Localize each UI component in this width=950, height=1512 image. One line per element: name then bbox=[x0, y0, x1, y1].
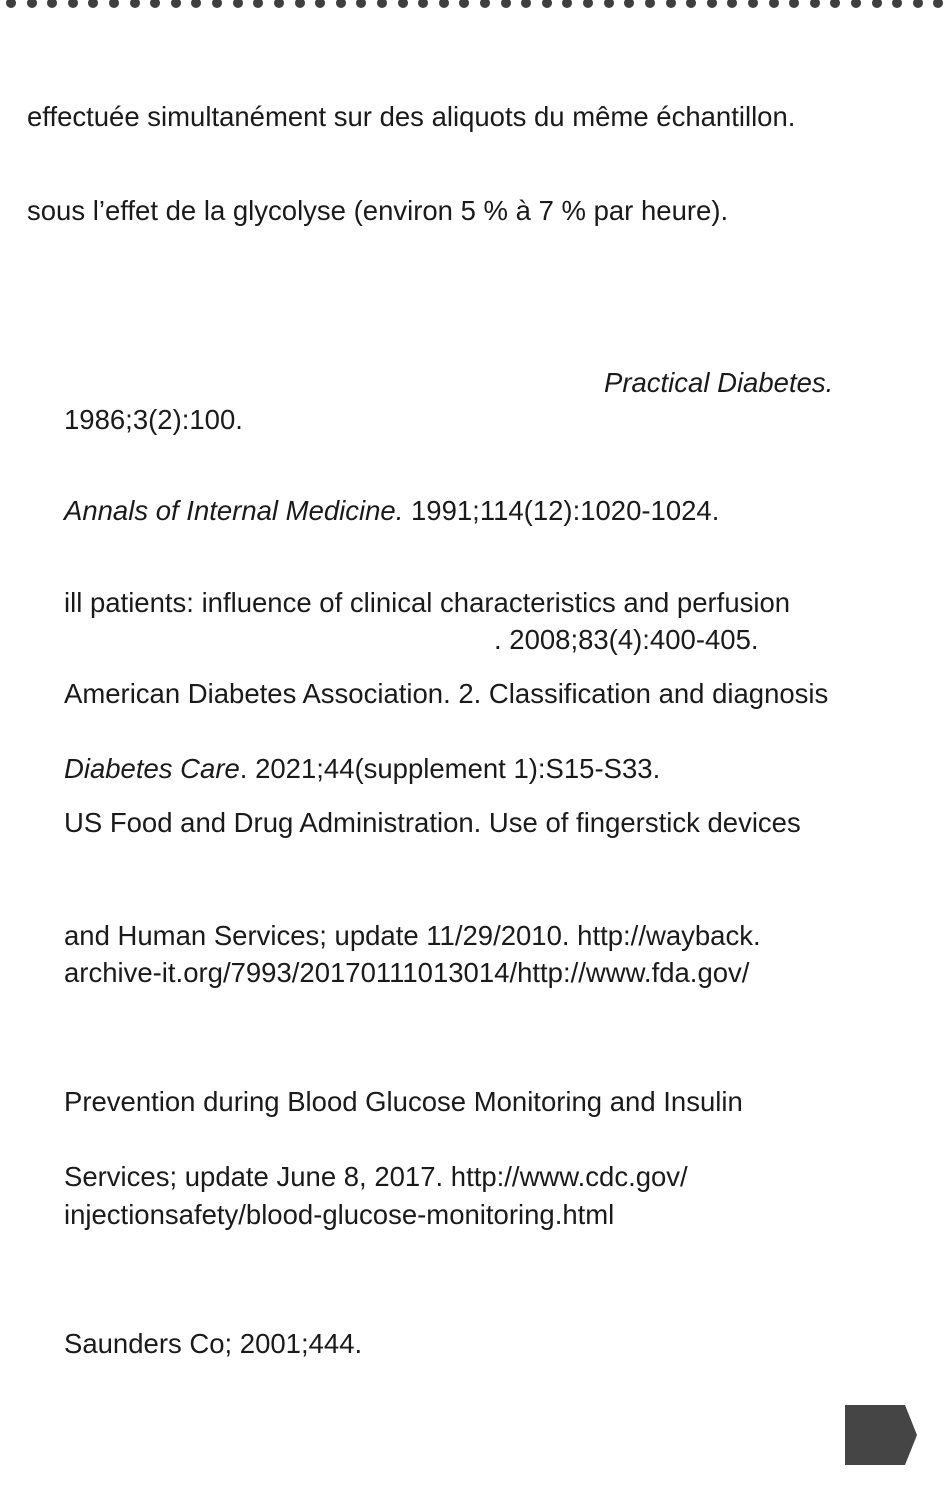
reference-1-journal: Practical Diabetes. bbox=[604, 367, 834, 398]
reference-5-text: US Food and Drug Administration. Use of fingerstick devices bbox=[64, 807, 801, 838]
reference-2 bbox=[64, 494, 719, 528]
reference-2-citation: 1991;114(12):1020-1024. bbox=[411, 495, 720, 526]
reference-5-line-3: archive-it.org/7993/20170111013014/http://www.fda.gov/ bbox=[64, 957, 750, 988]
body-text-line-1: effectuée simultanément sur des aliquots du même échantillon. bbox=[27, 101, 796, 132]
body-text-line-2: sous l’effet de la glycolyse (environ 5 % à 7 % par heure). bbox=[27, 195, 729, 226]
reference-6-line-2: Services; update June 8, 2017. http://www.cdc.gov/ bbox=[64, 1161, 688, 1192]
reference-7-text: Saunders Co; 2001;444. bbox=[64, 1328, 363, 1359]
reference-3-text: ill patients: influence of clinical characteristics and perfusion bbox=[64, 587, 791, 618]
reference-4-journal: Diabetes Care bbox=[64, 753, 240, 784]
reference-4-citation-line bbox=[64, 752, 660, 786]
reference-3-citation: . 2008;83(4):400-405. bbox=[494, 624, 759, 655]
page-perforation bbox=[0, 0, 950, 14]
reference-1-citation: 1986;3(2):100. bbox=[64, 404, 243, 435]
reference-4-text: American Diabetes Association. 2. Classification and diagnosis bbox=[64, 678, 829, 709]
reference-2-journal: Annals of Internal Medicine. bbox=[64, 495, 404, 526]
reference-6-line-3: injectionsafety/blood-glucose-monitoring.html bbox=[64, 1199, 615, 1230]
reference-6-text: Prevention during Blood Glucose Monitoring and Insulin bbox=[64, 1086, 743, 1117]
reference-5-line-2: and Human Services; update 11/29/2010. http://wayback. bbox=[64, 920, 761, 951]
reference-4-citation: . 2021;44(supplement 1):S15-S33. bbox=[239, 753, 661, 784]
arrow-right-icon bbox=[845, 1405, 917, 1465]
next-page-button[interactable] bbox=[845, 1405, 917, 1465]
